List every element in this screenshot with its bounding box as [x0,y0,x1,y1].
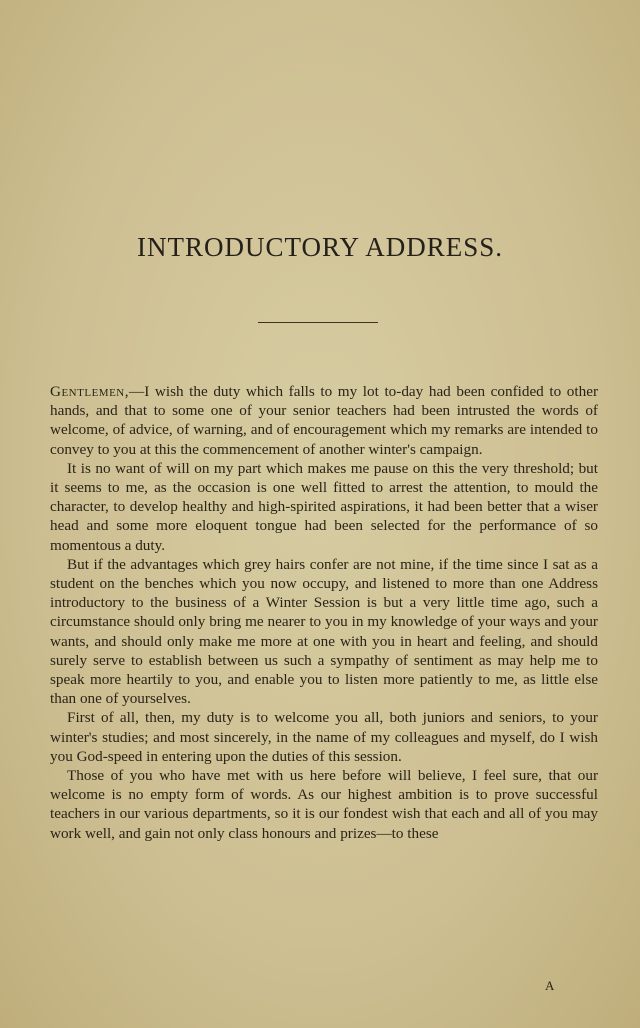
signature-mark: A [545,978,555,993]
paragraph-2: It is no want of will on my part which makes me pause on this the very threshold; but it seems to me, as the occasion is one well fitted to arrest the attention, to mould the character, to develop healthy and high-spirited aspirations, it had been better that a wiser head and some more eloquent tongue had been selected for the performance of so momentous a duty. [50,459,598,554]
paragraph-1-text: —I wish the duty which falls to my lot to-day had been confided to other hands, and that to some one of your senior teachers had been intrusted the words of welcome, of advice, of warning, and of encouragement which my remarks are intended to convey to you at this the commencement of another winter's campaign. [50,383,598,458]
page-title: INTRODUCTORY ADDRESS. [136,232,504,262]
paragraph-3: But if the advantages which grey hairs confer are not mine, if the time since I sat as a student on the benches which you now occupy, and listened to more than one Address introductory to the business of a Winter Session is but a very little time ago, such a circumstance should only bring me nearer to you in my knowledge of your ways and your wants, and should only make me more at one with you in heart and feeling, and should surely serve to establish between us such a sympathy of sentiment as may help me to speak more heartily to you, and enable you to listen more patiently to me, as little else than one of yourselves. [50,555,598,708]
paragraph-5: Those of you who have met with us here before will believe, I feel sure, that our welcome is no empty form of words. As our highest ambition is to prove successful teachers in our various departments, so it is our fondest wish that each and all of you may work well, and gain not only class honours and prizes—to these [50,767,598,842]
title-rule [258,322,378,323]
paragraph-4: First of all, then, my duty is to welcome you all, both juniors and seniors, to your winter's studies; and most sincerely, in the name of my colleagues and myself, do I wish you God-speed in entering upon the duties of this session. [50,709,598,765]
body-text [50,382,598,843]
opening-word: Gentlemen, [50,383,130,400]
paragraph-1 [50,382,598,459]
